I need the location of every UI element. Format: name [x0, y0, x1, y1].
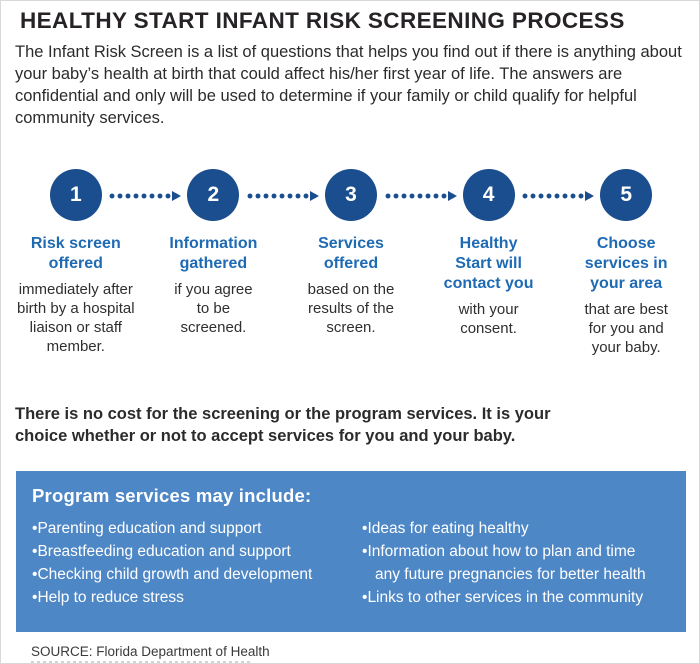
dotted-arrow-icon — [246, 193, 316, 199]
step-description: if you agree to be screened. — [174, 281, 253, 336]
process-flow — [7, 169, 695, 357]
step-number-circle: 5 — [600, 169, 652, 221]
services-columns — [32, 517, 670, 609]
cropped-text-artifact — [31, 661, 251, 663]
source-credit: SOURCE: Florida Department of Health — [31, 644, 270, 659]
step-title: Services offered — [318, 235, 384, 272]
service-item: • Information about how to plan and time any future pregnancies for better health — [362, 540, 664, 586]
step-title: Choose services in your area — [584, 235, 668, 292]
step-number-circle: 1 — [50, 169, 102, 221]
dotted-arrow-icon — [521, 193, 591, 199]
step-description: immediately after birth by a hospital liaison or staff member. — [17, 281, 135, 355]
service-item: • Links to other services in the community — [362, 586, 664, 609]
program-services-box — [16, 471, 686, 632]
service-item: • Breastfeeding education and support — [32, 540, 362, 563]
step-description: with your consent. — [458, 301, 519, 337]
services-box-heading: Program services may include: — [32, 485, 312, 506]
step-number-circle: 2 — [187, 169, 239, 221]
step-description: based on the results of the screen. — [307, 281, 395, 336]
page-title: HEALTHY START INFANT RISK SCREENING PROCESS — [20, 8, 625, 33]
dotted-arrow-icon — [108, 193, 178, 199]
service-item: • Checking child growth and development — [32, 563, 362, 586]
no-cost-note: There is no cost for the screening or the program services. It is your choice whether or not to accept services for you and your baby. — [15, 405, 551, 445]
service-item: • Help to reduce stress — [32, 586, 362, 609]
service-item: • Parenting education and support — [32, 517, 362, 540]
step-number-circle: 3 — [325, 169, 377, 221]
intro-paragraph: The Infant Risk Screen is a list of questions that helps you find out if there is anything about your baby’s health at birth that could affect his/her first year of life. The answers are confidential and only will be used to determine if your family or child qualify for helpful community services. — [15, 43, 682, 127]
dotted-arrow-icon — [384, 193, 454, 199]
service-item: • Ideas for eating healthy — [362, 517, 664, 540]
step-title: Information gathered — [169, 235, 258, 272]
step-description: that are best for you and your baby. — [584, 301, 668, 356]
step-title: Risk screen offered — [30, 235, 121, 272]
step-number-circle: 4 — [463, 169, 515, 221]
step-title: Healthy Start will contact you — [443, 235, 534, 292]
services-column-right — [362, 517, 664, 609]
services-column-left — [32, 517, 362, 609]
